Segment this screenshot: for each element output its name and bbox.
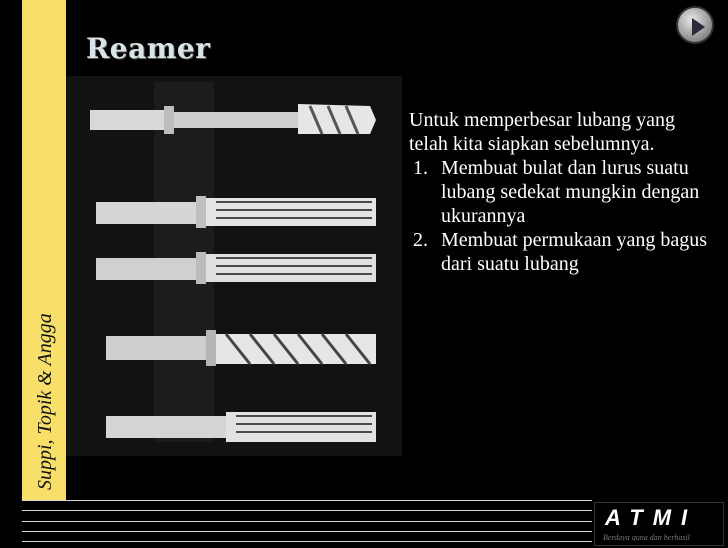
next-slide-button[interactable] (676, 6, 714, 44)
atmi-logo (594, 502, 724, 546)
divider-line (22, 531, 592, 532)
divider-line (22, 500, 592, 501)
divider-line (22, 521, 592, 522)
points-list (409, 156, 709, 276)
list-number: 2. (413, 229, 428, 251)
reamer-illustration (66, 76, 402, 456)
list-item (413, 156, 709, 228)
divider-line (22, 541, 592, 542)
slide-title: Reamer (86, 32, 211, 65)
list-number: 1. (413, 157, 428, 179)
sidebar-credits: Suppi, Topik & Angga (34, 313, 56, 490)
list-text: Membuat permukaan yang bagus dari suatu lubang (441, 229, 708, 275)
play-next-icon (686, 16, 708, 38)
reamer-photo (66, 76, 402, 456)
reamer-5 (106, 412, 376, 442)
intro-text: Untuk memperbesar lubang yang telah kita siapkan sebelumnya. (409, 109, 676, 155)
list-item (413, 228, 709, 276)
divider-line (22, 510, 592, 511)
logo-text: ATMI (605, 505, 698, 530)
slide-content (409, 108, 709, 276)
logo-subtext: Berdaya guna dan berhasil (603, 533, 690, 541)
list-text: Membuat bulat dan lurus suatu lubang sedekat mungkin dengan ukurannya (441, 157, 700, 227)
